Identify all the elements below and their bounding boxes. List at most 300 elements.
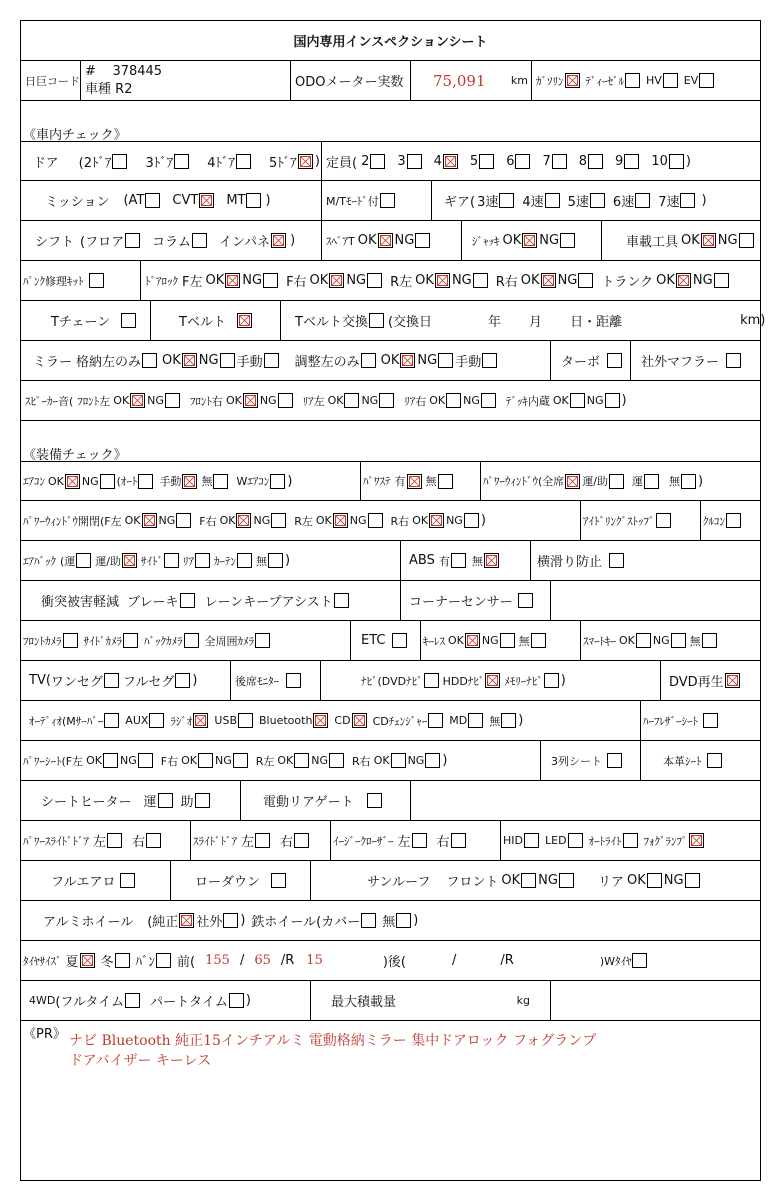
- pwo-ng-label: NG: [253, 514, 271, 527]
- speaker-pos-label: ﾌﾛﾝﾄ左: [77, 394, 111, 408]
- pseat-ok-label: OK: [181, 754, 197, 767]
- mirror-adj-only-checkbox[interactable]: [361, 353, 376, 368]
- code-label: 日巨コード: [25, 74, 80, 88]
- capacity-checkbox[interactable]: [552, 154, 567, 169]
- speaker-ok-label: OK: [429, 394, 446, 407]
- lane-checkbox[interactable]: [334, 593, 349, 608]
- light-checkbox[interactable]: [524, 833, 539, 848]
- jack-ok-checkbox[interactable]: [522, 233, 537, 248]
- abs-label: ABS: [409, 553, 435, 568]
- doorlock-pos-label: F左: [182, 275, 203, 290]
- odo-unit: km: [510, 74, 528, 87]
- paren: ): [685, 153, 691, 169]
- doorlock-ok-checkbox[interactable]: [676, 273, 691, 288]
- capacity-checkbox[interactable]: [407, 154, 422, 169]
- sunroof-rear-ok-checkbox[interactable]: [647, 873, 662, 888]
- etc-label: ETC: [361, 633, 386, 648]
- half-leather-checkbox[interactable]: [703, 713, 718, 728]
- gear-label: 3速: [477, 195, 499, 210]
- camera-label: ｻｲﾄﾞｶﾒﾗ: [83, 634, 122, 648]
- capacity-checkbox[interactable]: [515, 154, 530, 169]
- speaker-row: [21, 381, 760, 421]
- door-checkbox[interactable]: [298, 154, 313, 169]
- brake-checkbox[interactable]: [180, 593, 195, 608]
- ac-ok-checkbox[interactable]: [65, 474, 80, 489]
- light-checkbox[interactable]: [568, 833, 583, 848]
- sunroof-front-ok-label: OK: [501, 873, 521, 888]
- speaker-ok-checkbox[interactable]: [344, 393, 359, 408]
- doorlock-pos-label: トランク: [601, 275, 654, 290]
- camera-label: ﾌﾛﾝﾄｶﾒﾗ: [23, 634, 62, 648]
- pwo-ok-checkbox[interactable]: [236, 513, 251, 528]
- km-label: km): [740, 313, 766, 328]
- capacity-checkbox[interactable]: [669, 154, 684, 169]
- pwo-ok-checkbox[interactable]: [429, 513, 444, 528]
- slash: /: [239, 953, 245, 968]
- psd-checkbox[interactable]: [146, 833, 161, 848]
- navi-checkbox[interactable]: [485, 673, 500, 688]
- tire-type-label: 冬: [100, 955, 114, 970]
- mirror-fold-only-checkbox[interactable]: [142, 353, 157, 368]
- navi-label: ﾅﾋﾞ(: [361, 674, 382, 688]
- keyless-ok-checkbox[interactable]: [465, 633, 480, 648]
- paren: ): [621, 393, 627, 408]
- tv-navi-row: [21, 661, 760, 701]
- leather-label: 本革ｼｰﾄ: [663, 754, 702, 768]
- capacity-label: 6: [506, 153, 515, 169]
- fuel-checkbox[interactable]: [565, 73, 580, 88]
- heater-checkbox[interactable]: [158, 793, 173, 808]
- tv-label: フルセグ: [122, 675, 175, 690]
- pwo-ok-label: OK: [315, 514, 332, 527]
- psd-label: 右: [132, 835, 146, 850]
- mirror-fold-manual-checkbox[interactable]: [264, 353, 279, 368]
- speaker-ok-checkbox[interactable]: [446, 393, 461, 408]
- audio-checkbox[interactable]: [149, 713, 164, 728]
- airbag-checkbox[interactable]: [268, 553, 283, 568]
- pw-dp-checkbox[interactable]: [609, 474, 624, 489]
- aero-row: [21, 861, 760, 901]
- alloy-checkbox[interactable]: [223, 913, 238, 928]
- shift-checkbox[interactable]: [192, 233, 207, 248]
- doorlock-ng-checkbox[interactable]: [578, 273, 593, 288]
- fuel-label: HV: [646, 74, 662, 87]
- puncture-label: ﾊﾟﾝｸ修理ｷｯﾄ: [23, 274, 84, 288]
- paren: ): [560, 673, 566, 688]
- mt-mode-checkbox[interactable]: [380, 193, 395, 208]
- full-aero-checkbox[interactable]: [120, 873, 135, 888]
- alloy-label: アルミホイール: [43, 915, 134, 930]
- none-label: 無: [471, 554, 483, 568]
- pwo-ok-label: OK: [219, 514, 236, 527]
- heater-row: [21, 781, 760, 821]
- shift-checkbox[interactable]: [271, 233, 286, 248]
- door-label: 3ﾄﾞｱ: [145, 155, 174, 171]
- ac-none-label: 無: [201, 475, 213, 488]
- third-row-label: 3列シート: [551, 754, 602, 768]
- mirror-adj-ok-label: OK: [380, 353, 400, 368]
- wtire-checkbox[interactable]: [632, 953, 647, 968]
- sunroof-front-label: フロント: [446, 875, 499, 890]
- ps-label: ﾊﾟﾜｽﾃ: [363, 475, 391, 488]
- smartkey-none-checkbox[interactable]: [702, 633, 717, 648]
- ac-none-checkbox[interactable]: [213, 474, 228, 489]
- sunroof-front-ng-checkbox[interactable]: [559, 873, 574, 888]
- pseat-ok-checkbox[interactable]: [103, 753, 118, 768]
- sd-checkbox[interactable]: [294, 833, 309, 848]
- easy-closer-checkbox[interactable]: [451, 833, 466, 848]
- header-row: [21, 61, 760, 101]
- doorlock-ok-checkbox[interactable]: [435, 273, 450, 288]
- tire-width: 155: [205, 953, 230, 968]
- pwo-ok-label: OK: [124, 514, 141, 527]
- doorlock-ok-label: OK: [520, 273, 540, 288]
- easy-closer-checkbox[interactable]: [412, 833, 427, 848]
- door-checkbox[interactable]: [236, 154, 251, 169]
- capacity-label: 定員(: [326, 155, 358, 171]
- none-label: 無: [425, 475, 437, 488]
- tools-ng-checkbox[interactable]: [739, 233, 754, 248]
- smartkey-ok-checkbox[interactable]: [636, 633, 651, 648]
- airbag-label: ｶｰﾃﾝ: [214, 554, 237, 568]
- power-gate-label: 電動リアゲート: [263, 795, 354, 810]
- pseat-ok-checkbox[interactable]: [198, 753, 213, 768]
- camera-checkbox[interactable]: [123, 633, 138, 648]
- capacity-checkbox[interactable]: [588, 154, 603, 169]
- idle-stop-checkbox[interactable]: [656, 513, 671, 528]
- spare-ng-checkbox[interactable]: [415, 233, 430, 248]
- door-row: [21, 141, 760, 181]
- doorlock-ok-label: OK: [205, 273, 225, 288]
- capacity-label: 8: [578, 153, 588, 169]
- smartkey-ng-label: NG: [652, 634, 670, 647]
- tbelt-checkbox[interactable]: [237, 313, 252, 328]
- paren: ): [245, 993, 251, 1008]
- muffler-label: 社外マフラー: [641, 355, 720, 370]
- pseat-ok-checkbox[interactable]: [391, 753, 406, 768]
- turbo-checkbox[interactable]: [607, 353, 622, 368]
- pw-label: ﾊﾟﾜｰｳｨﾝﾄﾞｳ(全席: [483, 475, 565, 488]
- doorlock-label: ﾄﾞｱﾛｯｸ: [145, 274, 178, 288]
- door-checkbox[interactable]: [174, 154, 189, 169]
- wheel-row: [21, 901, 760, 941]
- speaker-ng-checkbox[interactable]: [165, 393, 180, 408]
- tools-ok-checkbox[interactable]: [701, 233, 716, 248]
- muffler-checkbox[interactable]: [726, 353, 741, 368]
- year-label: 年: [488, 315, 502, 330]
- gear-checkbox[interactable]: [680, 193, 695, 208]
- audio-checkbox[interactable]: [501, 713, 516, 728]
- tbelt-row: [21, 301, 766, 341]
- w-ac-checkbox[interactable]: [270, 474, 285, 489]
- pseat-ng-checkbox[interactable]: [329, 753, 344, 768]
- pseat-ng-checkbox[interactable]: [425, 753, 440, 768]
- cruise-checkbox[interactable]: [726, 513, 741, 528]
- tire-type-checkbox[interactable]: [80, 953, 95, 968]
- spare-ok-checkbox[interactable]: [378, 233, 393, 248]
- speaker-ng-checkbox[interactable]: [605, 393, 620, 408]
- pwo-ok-checkbox[interactable]: [333, 513, 348, 528]
- mission-checkbox[interactable]: [199, 193, 214, 208]
- tire-type-label: 夏: [65, 955, 79, 970]
- pwo-ng-label: NG: [349, 514, 367, 527]
- pseat-ng-label: NG: [407, 754, 425, 767]
- audio-checkbox[interactable]: [104, 713, 119, 728]
- mirror-adj-manual-checkbox[interactable]: [482, 353, 497, 368]
- light-checkbox[interactable]: [623, 833, 638, 848]
- doorlock-ng-checkbox[interactable]: [714, 273, 729, 288]
- alloy-checkbox[interactable]: [179, 913, 194, 928]
- antiskid-checkbox[interactable]: [609, 553, 624, 568]
- shift-label: シフト: [35, 235, 75, 250]
- ac-manual-checkbox[interactable]: [182, 474, 197, 489]
- audio-label: ﾗｼﾞｵ: [170, 714, 193, 728]
- fuel-checkbox[interactable]: [699, 73, 714, 88]
- gear-checkbox[interactable]: [590, 193, 605, 208]
- abs-yes-checkbox[interactable]: [451, 553, 466, 568]
- paren: ): [287, 473, 293, 489]
- rear-monitor-label: 後席ﾓﾆﾀｰ: [235, 674, 279, 688]
- pwo-ng-checkbox[interactable]: [271, 513, 286, 528]
- keyless-label: ｷｰﾚｽ: [423, 634, 445, 648]
- audio-label: Mｻｰﾊﾞｰ: [66, 714, 104, 728]
- tv-checkbox[interactable]: [175, 673, 190, 688]
- pwo-ng-checkbox[interactable]: [176, 513, 191, 528]
- audio-checkbox[interactable]: [428, 713, 443, 728]
- tv-label: ワンセグ: [50, 675, 103, 690]
- audio-label: CD: [334, 714, 351, 727]
- fuel-group: [532, 61, 760, 100]
- pseat-ng-checkbox[interactable]: [233, 753, 248, 768]
- easy-closer-label: 右: [436, 835, 450, 850]
- day-label: 日・距離: [570, 315, 623, 330]
- steel-label: 無: [382, 915, 396, 930]
- pw-all-checkbox[interactable]: [565, 474, 580, 489]
- door-checkbox[interactable]: [112, 154, 127, 169]
- fourwd-row: [21, 981, 760, 1021]
- collision-row: [21, 581, 760, 621]
- speaker-ok-checkbox[interactable]: [243, 393, 258, 408]
- gear-checkbox[interactable]: [545, 193, 560, 208]
- keyless-ng-checkbox[interactable]: [500, 633, 515, 648]
- heater-checkbox[interactable]: [195, 793, 210, 808]
- camera-row: [21, 621, 760, 661]
- tchain-label: Tチェーン: [51, 315, 111, 330]
- ac-auto-label: (ｵｰﾄ: [116, 475, 138, 488]
- lowdown-label: ローダウン: [195, 875, 261, 890]
- mirror-fold-ok-checkbox[interactable]: [182, 353, 197, 368]
- doorlock-ok-checkbox[interactable]: [541, 273, 556, 288]
- fourwd-checkbox[interactable]: [125, 993, 140, 1008]
- mirror-adj-ok-checkbox[interactable]: [400, 353, 415, 368]
- steel-checkbox[interactable]: [361, 913, 376, 928]
- kg-label: kg: [516, 994, 530, 1007]
- navi-checkbox[interactable]: [544, 673, 559, 688]
- pwo-ng-checkbox[interactable]: [464, 513, 479, 528]
- dvd-checkbox[interactable]: [725, 673, 740, 688]
- light-checkbox[interactable]: [689, 833, 704, 848]
- sunroof-rear-ok-label: OK: [627, 873, 646, 888]
- psd-checkbox[interactable]: [107, 833, 122, 848]
- tire-type-checkbox[interactable]: [156, 953, 171, 968]
- navi-checkbox[interactable]: [424, 673, 439, 688]
- capacity-checkbox[interactable]: [370, 154, 385, 169]
- alloy-label: (純正: [147, 915, 179, 930]
- airbag-checkbox[interactable]: [164, 553, 179, 568]
- gear-checkbox[interactable]: [499, 193, 514, 208]
- audio-label: MD: [449, 714, 468, 727]
- audio-checkbox[interactable]: [352, 713, 367, 728]
- pw-d-checkbox[interactable]: [644, 474, 659, 489]
- doorlock-ng-checkbox[interactable]: [367, 273, 382, 288]
- capacity-checkbox[interactable]: [624, 154, 639, 169]
- sunroof-rear-ng-checkbox[interactable]: [685, 873, 700, 888]
- keyless-ok-label: OK: [448, 634, 464, 647]
- steel-checkbox[interactable]: [396, 913, 411, 928]
- mission-label: CVT: [172, 193, 199, 208]
- corner-checkbox[interactable]: [518, 593, 533, 608]
- inspection-sheet: [20, 20, 766, 1181]
- doorlock-ng-checkbox[interactable]: [473, 273, 488, 288]
- jack-ng-checkbox[interactable]: [560, 233, 575, 248]
- camera-checkbox[interactable]: [184, 633, 199, 648]
- doorlock-ng-checkbox[interactable]: [263, 273, 278, 288]
- speaker-ok-checkbox[interactable]: [570, 393, 585, 408]
- speaker-ok-label: OK: [113, 394, 130, 407]
- airbag-checkbox[interactable]: [195, 553, 210, 568]
- audio-label: CDﾁｪﾝｼﾞｬｰ: [372, 714, 428, 728]
- ps-no-checkbox[interactable]: [438, 474, 453, 489]
- airbag-checkbox[interactable]: [237, 553, 252, 568]
- audio-checkbox[interactable]: [193, 713, 208, 728]
- mirror-fold-ng-checkbox[interactable]: [220, 353, 235, 368]
- pseat-ok-label: OK: [277, 754, 294, 767]
- sd-checkbox[interactable]: [255, 833, 270, 848]
- tire-ratio: 65: [254, 953, 271, 968]
- airbag-checkbox[interactable]: [76, 553, 91, 568]
- doorlock-ok-checkbox[interactable]: [329, 273, 344, 288]
- yes-label: 有: [438, 554, 450, 568]
- speaker-ng-checkbox[interactable]: [278, 393, 293, 408]
- audio-checkbox[interactable]: [238, 713, 253, 728]
- tbelt-swap-checkbox[interactable]: [369, 313, 384, 328]
- mirror-adj-ng-checkbox[interactable]: [438, 353, 453, 368]
- pw-none-checkbox[interactable]: [681, 474, 696, 489]
- fuel-checkbox[interactable]: [625, 73, 640, 88]
- ac-ng-label: NG: [81, 474, 99, 488]
- audio-checkbox[interactable]: [468, 713, 483, 728]
- fuel-checkbox[interactable]: [663, 73, 678, 88]
- lowdown-checkbox[interactable]: [271, 873, 286, 888]
- tv-checkbox[interactable]: [104, 673, 119, 688]
- airbag-checkbox[interactable]: [122, 553, 137, 568]
- leather-checkbox[interactable]: [707, 753, 722, 768]
- mirror-adj-label: 調整左のみ: [294, 355, 360, 370]
- sd-label: 右: [280, 835, 294, 850]
- doorlock-ng-label: NG: [692, 273, 713, 288]
- smartkey-ng-checkbox[interactable]: [671, 633, 686, 648]
- pseat-ok-checkbox[interactable]: [294, 753, 309, 768]
- camera-checkbox[interactable]: [63, 633, 78, 648]
- gear-label: ギア(: [444, 195, 476, 210]
- puncture-checkbox[interactable]: [89, 273, 104, 288]
- audio-label: Bluetooth: [259, 714, 313, 727]
- fuel-label: EV: [683, 74, 699, 87]
- ac-auto-checkbox[interactable]: [138, 474, 153, 489]
- tools-label: 車載工具: [626, 235, 679, 250]
- speaker-ok-checkbox[interactable]: [130, 393, 145, 408]
- tire-type-checkbox[interactable]: [115, 953, 130, 968]
- tchain-checkbox[interactable]: [121, 313, 136, 328]
- light-label: ﾌｫｸﾞﾗﾝﾌﾟ: [643, 834, 688, 848]
- ac-manual-label: 手動: [159, 475, 182, 488]
- pwo-ok-checkbox[interactable]: [142, 513, 157, 528]
- speaker-ng-checkbox[interactable]: [481, 393, 496, 408]
- pwo-pos-label: F右: [199, 514, 217, 528]
- keyless-none-checkbox[interactable]: [531, 633, 546, 648]
- capacity-checkbox[interactable]: [479, 154, 494, 169]
- paren: ): [698, 473, 704, 489]
- mission-checkbox[interactable]: [145, 193, 160, 208]
- capacity-label: 9: [615, 153, 624, 169]
- spare-ok-label: OK: [357, 233, 377, 248]
- ps-yes-checkbox[interactable]: [407, 474, 422, 489]
- shift-checkbox[interactable]: [125, 233, 140, 248]
- sd-label: 左: [241, 835, 255, 850]
- pr-label: 《PR》: [23, 1027, 66, 1042]
- doorlock-ok-label: OK: [309, 273, 329, 288]
- airbag-label: (運: [60, 554, 76, 568]
- etc-checkbox[interactable]: [392, 633, 407, 648]
- tire-row: [21, 941, 760, 981]
- pseat-ng-checkbox[interactable]: [138, 753, 153, 768]
- heater-label: 運: [143, 795, 157, 810]
- psd-label: ﾊﾟﾜｰｽﾗｲﾄﾞﾄﾞｱ: [23, 834, 89, 848]
- jack-label: ｼﾞｬｯｷ: [472, 234, 500, 248]
- rear-monitor-checkbox[interactable]: [286, 673, 301, 688]
- camera-checkbox[interactable]: [255, 633, 270, 648]
- paren: ): [285, 553, 291, 568]
- shift-row: [21, 221, 760, 261]
- third-row-checkbox[interactable]: [607, 753, 622, 768]
- mission-checkbox[interactable]: [246, 193, 261, 208]
- corner-label: コーナーセンサー: [409, 595, 513, 610]
- pwo-ng-checkbox[interactable]: [368, 513, 383, 528]
- fourwd-checkbox[interactable]: [229, 993, 244, 1008]
- collision-label: 衝突被害軽減: [41, 595, 120, 610]
- heater-label: シートヒーター: [41, 795, 132, 810]
- sunroof-front-ok-checkbox[interactable]: [521, 873, 536, 888]
- tire-type-label: ﾊﾞﾝ: [135, 955, 156, 970]
- capacity-checkbox[interactable]: [443, 154, 458, 169]
- jack-ok-label: OK: [502, 233, 522, 248]
- ac-ng-checkbox[interactable]: [100, 474, 115, 489]
- abs-no-checkbox[interactable]: [484, 553, 499, 568]
- doorlock-ng-label: NG: [242, 273, 263, 288]
- gear-label: 4速: [522, 195, 544, 210]
- power-gate-checkbox[interactable]: [367, 793, 382, 808]
- shift-label: コラム: [152, 235, 191, 250]
- speaker-ng-checkbox[interactable]: [379, 393, 394, 408]
- doorlock-ng-label: NG: [557, 273, 578, 288]
- pw-open-row: [21, 501, 760, 541]
- wtire-label: )Wﾀｲﾔ: [599, 954, 632, 968]
- model-value: R2: [115, 81, 133, 97]
- gear-checkbox[interactable]: [635, 193, 650, 208]
- doorlock-ok-checkbox[interactable]: [225, 273, 240, 288]
- audio-checkbox[interactable]: [313, 713, 328, 728]
- airbag-row: [21, 541, 760, 581]
